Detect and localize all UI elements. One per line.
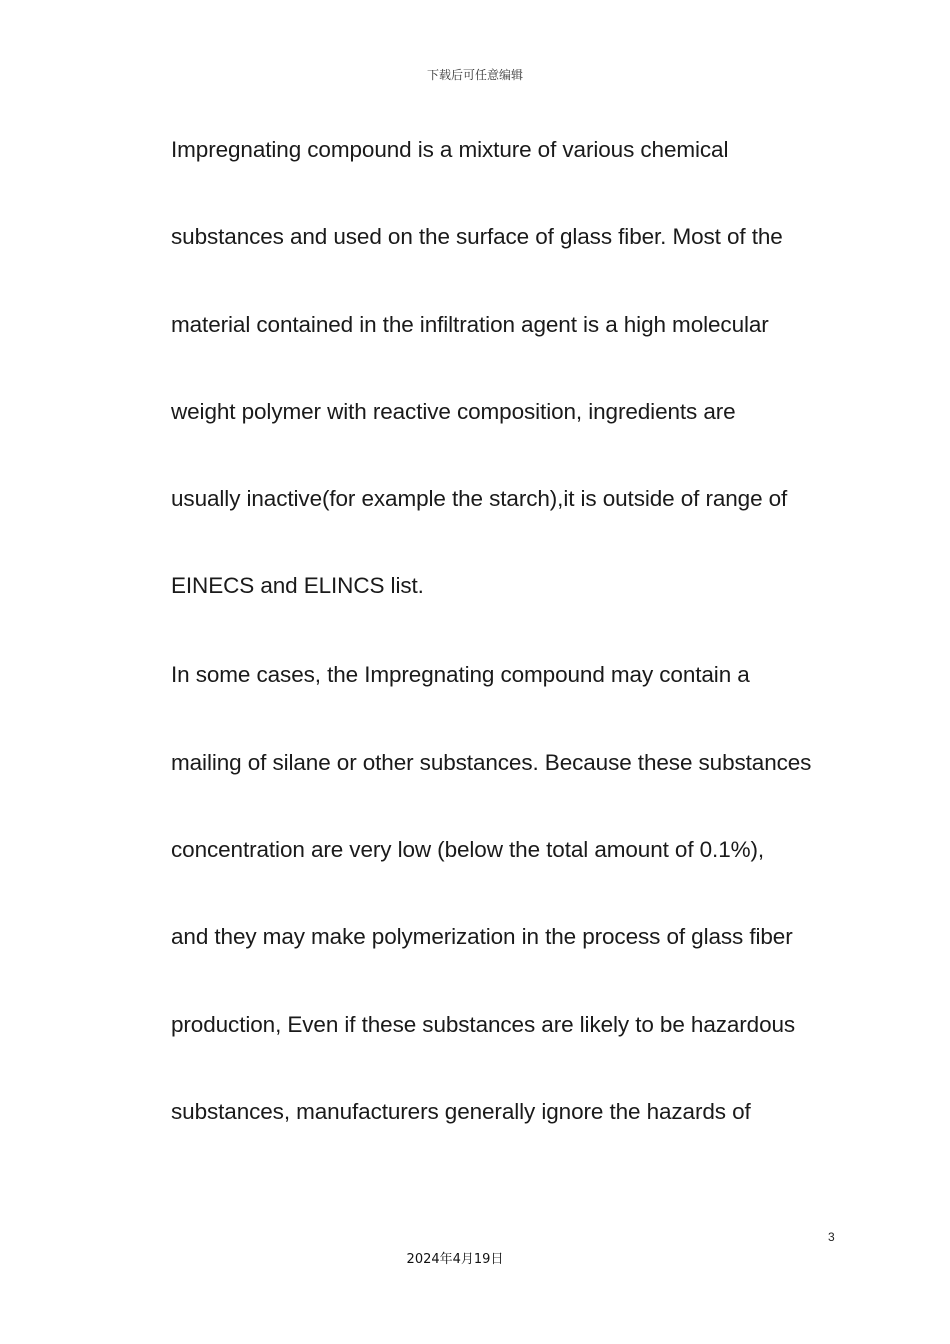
text-line: usually inactive(for example the starch),it is outside of range of: [171, 486, 788, 512]
text-line: weight polymer with reactive composition, ingredients are: [171, 398, 736, 424]
text-line: In some cases, the Impregnating compound may contain a: [171, 662, 750, 688]
text-line: concentration are very low (below the total amount of 0.1%),: [171, 837, 765, 863]
body-text: [171, 131, 851, 1180]
text-line: substances, manufacturers generally ignore the hazards of: [171, 1098, 751, 1124]
paragraph-2: [171, 656, 851, 1180]
text-line: Impregnating compound is a mixture of various chemical: [171, 137, 729, 162]
page-number: 3: [828, 1230, 835, 1244]
text-line: mailing of silane or other substances. Because these substances: [171, 749, 812, 775]
text-line: and they may make polymerization in the process of glass fiber: [171, 924, 793, 950]
footer-date: 2024年4月19日: [406, 1252, 504, 1267]
header-note: 下载后可任意编辑: [426, 68, 523, 82]
text-line: material contained in the infiltration agent is a high molecular: [171, 311, 769, 337]
text-line: substances and used on the surface of glass fiber. Most of the: [171, 224, 783, 250]
paragraph-1: [171, 131, 851, 656]
text-line: production, Even if these substances are likely to be hazardous: [171, 1011, 796, 1037]
text-line: EINECS and ELINCS list.: [171, 573, 424, 599]
